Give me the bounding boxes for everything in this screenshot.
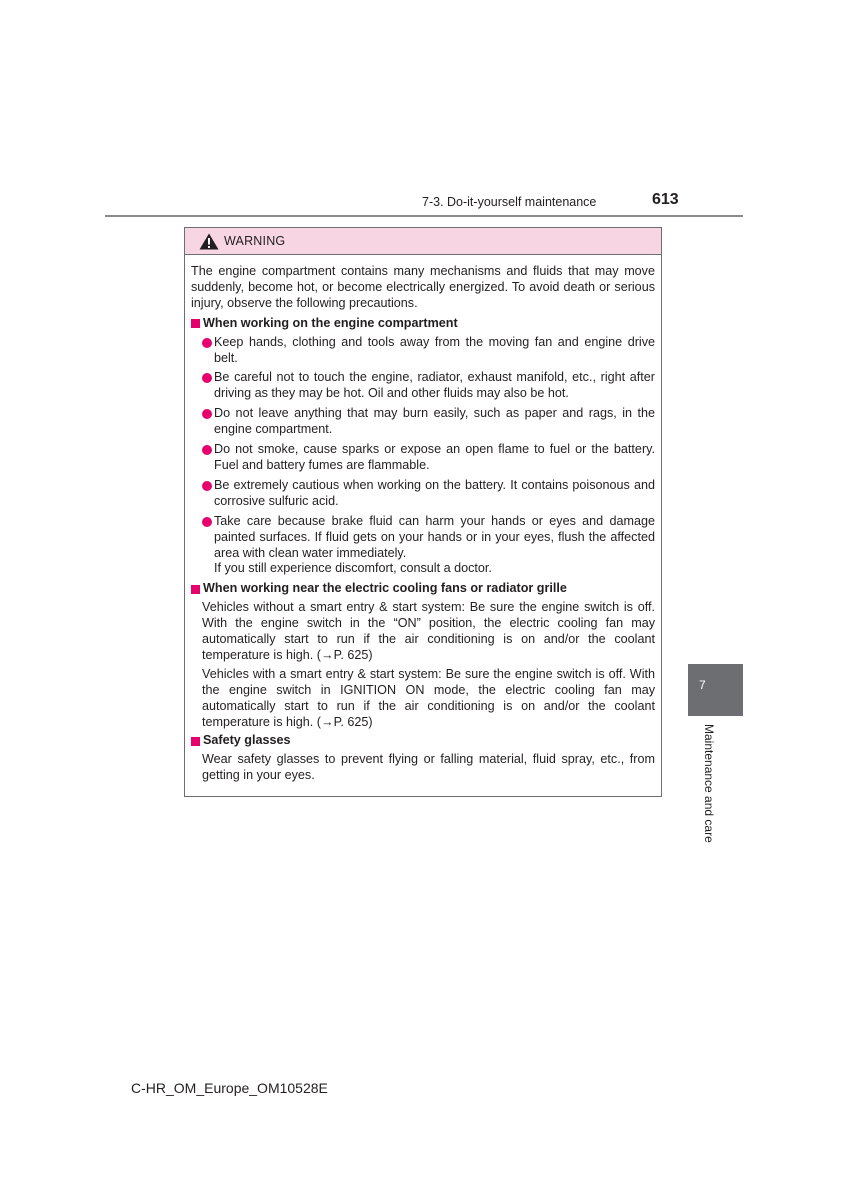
list-item: Keep hands, clothing and tools away from the moving fan and engine drive belt. — [191, 335, 655, 367]
circle-bullet-icon — [202, 338, 212, 348]
warning-label: WARNING — [224, 234, 286, 248]
list-item: Do not leave anything that may burn easily, such as paper and rags, in the engine compartment. — [191, 406, 655, 438]
square-bullet-icon — [191, 319, 200, 328]
warning-body — [185, 255, 661, 784]
warning-triangle-icon — [199, 233, 219, 250]
circle-bullet-icon — [202, 373, 212, 383]
circle-bullet-icon — [202, 517, 212, 527]
chapter-tab-label: Maintenance and care — [702, 724, 716, 843]
warning-header — [185, 228, 661, 255]
section-title-cooling-fans: When working near the electric cooling fans or radiator grille — [191, 581, 655, 597]
square-bullet-icon — [191, 737, 200, 746]
document-code: C-HR_OM_Europe_OM10528E — [131, 1080, 328, 1096]
list-item: Do not smoke, cause sparks or expose an open flame to fuel or the battery. Fuel and battery fumes are flammable. — [191, 442, 655, 474]
chapter-tab — [688, 664, 743, 716]
list-item-note: If you still experience discomfort, consult a doctor. — [214, 561, 492, 576]
square-bullet-icon — [191, 585, 200, 594]
warning-box — [184, 227, 662, 797]
list-item: Be careful not to touch the engine, radiator, exhaust manifold, etc., right after driving as they may be hot. Oil and other fluids may also be hot. — [191, 370, 655, 402]
section-title-engine-compartment: When working on the engine compartment — [191, 316, 655, 332]
list-item: Be extremely cautious when working on the battery. It contains poisonous and corrosive sulfuric acid. — [191, 478, 655, 510]
circle-bullet-icon — [202, 445, 212, 455]
warning-intro: The engine compartment contains many mechanisms and fluids that may move suddenly, become hot, or become electrically energized. To avoid death or serious injury, observe the following precautions. — [191, 264, 655, 310]
chapter-number: 7 — [699, 678, 706, 692]
header-divider — [105, 215, 743, 217]
circle-bullet-icon — [202, 409, 212, 419]
paragraph-with-smart-entry: Vehicles with a smart entry & start system: Be sure the engine switch is off. With the engine switch in IGNITION ON mode, the electric cooling fan may automatically start to run if the air conditioning is on and/or the coolant temperature is high. (→P. 625) — [202, 666, 655, 729]
list-item: Take care because brake fluid can harm your hands or eyes and damage painted surfaces. If fluid gets on your hands or in your eyes, flush the affected area with clean water immediately. If you still experience discomfort, consult a doctor. — [191, 514, 655, 578]
paragraph-without-smart-entry: Vehicles without a smart entry & start system: Be sure the engine switch is off. With the engine switch in the “ON” position, the electric cooling fan may automatically start to run if the air conditioning is on and/or the coolant temperature is high. (→P. 625) — [202, 600, 655, 662]
chapter-section-title: 7-3. Do-it-yourself maintenance — [422, 195, 597, 209]
paragraph-safety-glasses: Wear safety glasses to prevent flying or falling material, fluid spray, etc., from getting in your eyes. — [202, 752, 655, 783]
page-number: 613 — [652, 191, 679, 208]
section-title-safety-glasses: Safety glasses — [191, 733, 655, 749]
circle-bullet-icon — [202, 481, 212, 491]
